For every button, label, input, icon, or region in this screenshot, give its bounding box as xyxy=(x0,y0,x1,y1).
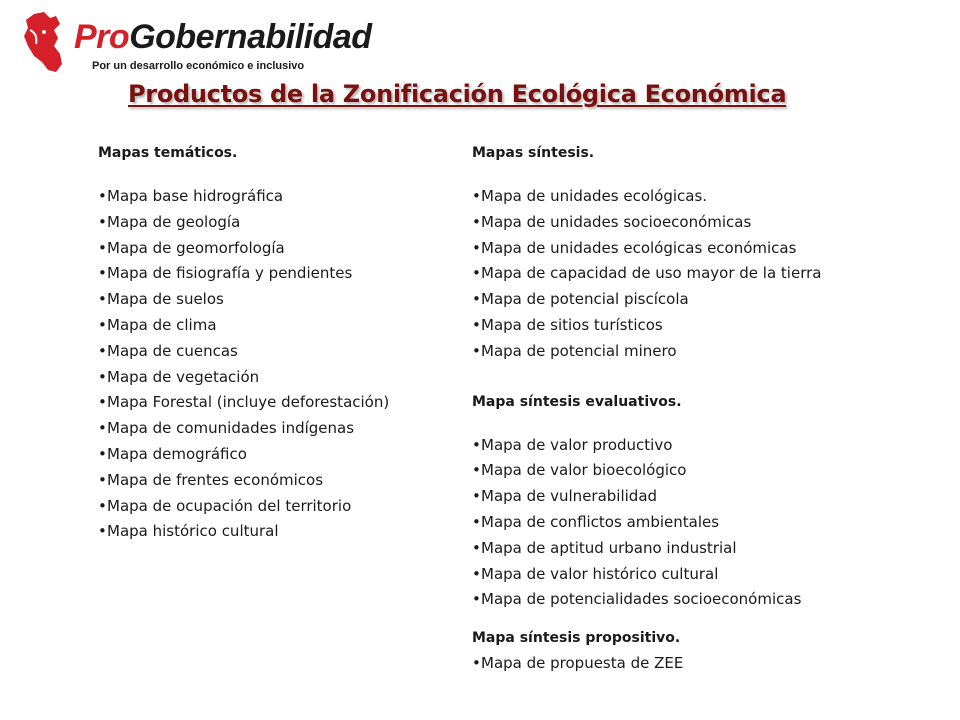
section-heading-sintesis: Mapas síntesis. xyxy=(472,145,595,161)
bullet-icon: • xyxy=(98,522,107,541)
list-item: •Mapa de potencial piscícola xyxy=(472,287,892,313)
list-item: •Mapa demográfico xyxy=(98,442,448,468)
bullet-icon: • xyxy=(472,290,481,309)
bullet-icon: • xyxy=(472,435,481,454)
bullet-icon: • xyxy=(98,238,107,257)
list-item: •Mapa de fisiografía y pendientes xyxy=(98,261,448,287)
bullet-icon: • xyxy=(98,393,107,412)
list-item: •Mapa de unidades ecológicas económicas xyxy=(472,236,892,262)
bullet-icon: • xyxy=(472,461,481,480)
list-item: •Mapa Forestal (incluye deforestación) xyxy=(98,390,448,416)
bullet-icon: • xyxy=(98,496,107,515)
left-column xyxy=(98,140,448,545)
bullet-icon: • xyxy=(98,212,107,231)
bullet-icon: • xyxy=(472,512,481,531)
right-column xyxy=(472,140,892,677)
list-item: •Mapa histórico cultural xyxy=(98,519,448,545)
list-item: •Mapa de cuencas xyxy=(98,339,448,365)
bullet-icon: • xyxy=(98,367,107,386)
bullet-icon: • xyxy=(98,264,107,283)
list-item: •Mapa de unidades ecológicas. xyxy=(472,184,892,210)
list-item: •Mapa de frentes económicos xyxy=(98,468,448,494)
bullet-icon: • xyxy=(472,654,481,673)
list-item: •Mapa de vegetación xyxy=(98,365,448,391)
section-heading-tematicos: Mapas temáticos. xyxy=(98,145,238,161)
list-propositivo xyxy=(472,651,892,677)
list-item: •Mapa de valor histórico cultural xyxy=(472,562,892,588)
bullet-icon: • xyxy=(472,238,481,257)
brand-prefix: Pro xyxy=(74,18,130,56)
bullet-icon: • xyxy=(472,212,481,231)
list-item: •Mapa de comunidades indígenas xyxy=(98,416,448,442)
list-item: •Mapa de potencialidades socioeconómicas xyxy=(472,587,892,613)
list-sintesis xyxy=(472,184,892,365)
section-heading-propositivo: Mapa síntesis propositivo. xyxy=(472,630,681,647)
bullet-icon: • xyxy=(472,187,481,205)
list-item: •Mapa de ocupación del territorio xyxy=(98,494,448,520)
bullet-icon: • xyxy=(472,315,481,334)
list-item: •Mapa de sitios turísticos xyxy=(472,313,892,339)
list-item: •Mapa de unidades socioeconómicas xyxy=(472,210,892,236)
list-item: •Mapa de clima xyxy=(98,313,448,339)
list-tematicos xyxy=(98,184,448,545)
list-item: •Mapa de geología xyxy=(98,210,448,236)
list-item: •Mapa de vulnerabilidad xyxy=(472,484,892,510)
bullet-icon: • xyxy=(98,341,107,360)
bullet-icon: • xyxy=(472,487,481,506)
bullet-icon: • xyxy=(98,187,107,205)
brand-tagline: Por un desarrollo económico e inclusivo xyxy=(92,60,305,72)
brand-suffix: Gobernabilidad xyxy=(129,18,372,56)
list-item: •Mapa de geomorfología xyxy=(98,236,448,262)
bullet-icon: • xyxy=(472,590,481,609)
bullet-icon: • xyxy=(472,538,481,557)
bullet-icon: • xyxy=(98,419,107,438)
bullet-icon: • xyxy=(472,264,481,283)
brand-wordmark xyxy=(74,20,372,54)
bullet-icon: • xyxy=(98,290,107,309)
brand-logo xyxy=(20,10,372,80)
list-item: •Mapa de potencial minero xyxy=(472,339,892,365)
page-title: Productos de la Zonificación Ecológica Económica xyxy=(128,80,787,108)
bullet-icon: • xyxy=(98,315,107,334)
list-item: •Mapa de capacidad de uso mayor de la tierra xyxy=(472,261,892,287)
list-item: •Mapa de conflictos ambientales xyxy=(472,510,892,536)
list-item: •Mapa de aptitud urbano industrial xyxy=(472,536,892,562)
bullet-icon: • xyxy=(472,564,481,583)
list-evaluativos xyxy=(472,433,892,614)
bullet-icon: • xyxy=(98,470,107,489)
bullet-icon: • xyxy=(472,341,481,360)
list-item: •Mapa de propuesta de ZEE xyxy=(472,651,892,677)
section-heading-evaluativos: Mapa síntesis evaluativos. xyxy=(472,393,682,410)
list-item: •Mapa de valor productivo xyxy=(472,433,892,459)
list-item: •Mapa de valor bioecológico xyxy=(472,458,892,484)
list-item: •Mapa de suelos xyxy=(98,287,448,313)
list-item: •Mapa base hidrográfica xyxy=(98,184,448,210)
bullet-icon: • xyxy=(98,444,107,463)
